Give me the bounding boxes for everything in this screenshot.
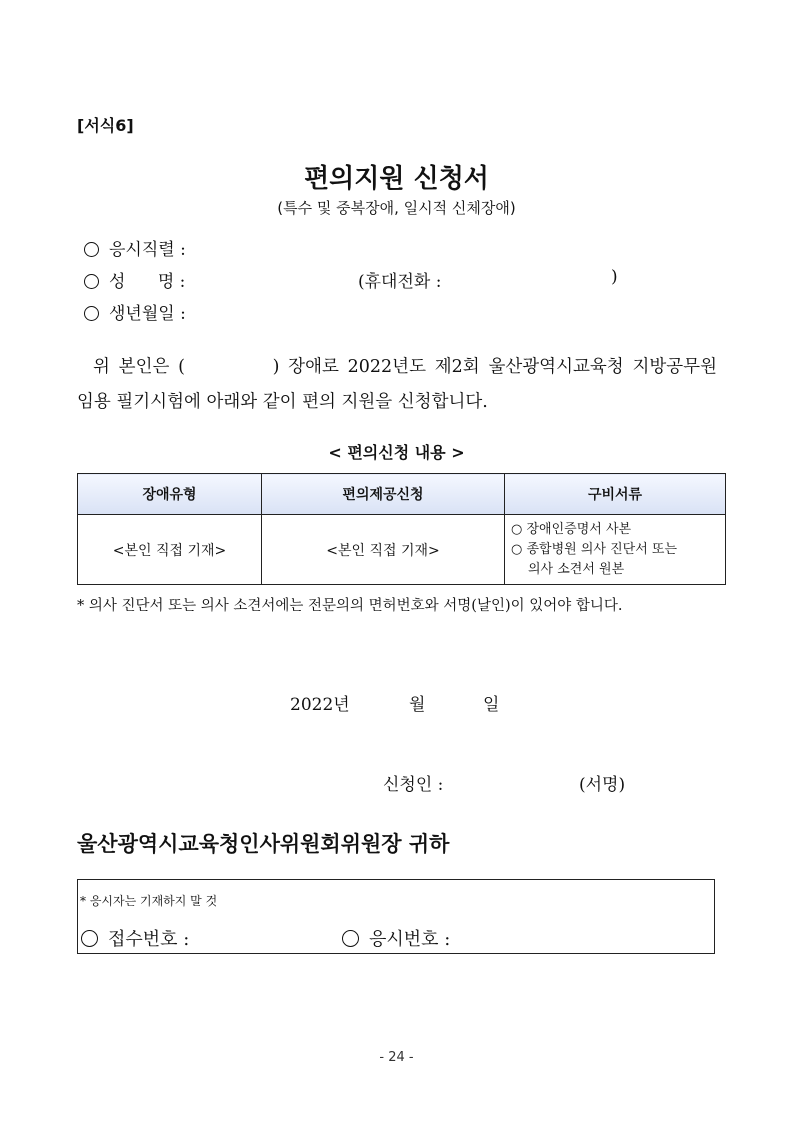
circle-bullet-icon: [84, 306, 99, 321]
cell-disability-type[interactable]: <본인 직접 기재>: [78, 515, 262, 585]
name-label: 성 명 :: [109, 272, 186, 292]
document-item: 의사 소견서 원본: [528, 561, 625, 577]
header-disability-type: 장애유형: [78, 474, 262, 515]
birthdate-label: 생년월일 :: [109, 304, 186, 324]
statement-line-1: 위 본인은 ( ) 장애로 2022년도 제2회 울산광역시교육청 지방공무원: [93, 357, 717, 377]
cell-requested-support[interactable]: <본인 직접 기재>: [262, 515, 505, 585]
exam-position-field[interactable]: [84, 235, 186, 260]
header-documents: 구비서류: [505, 474, 726, 515]
document-item: ○ 장애인증명서 사본: [511, 521, 632, 537]
receipt-number-label: 접수번호 :: [108, 929, 190, 950]
applicant-label: 신청인 :: [383, 775, 444, 795]
receipt-number-field: [81, 925, 189, 951]
exam-number-field: [342, 925, 450, 951]
circle-bullet-icon: [84, 274, 99, 289]
date-year[interactable]: 2022년: [290, 695, 350, 715]
cell-documents: [505, 515, 726, 585]
statement-line-2: 임용 필기시험에 아래와 같이 편의 지원을 신청합니다.: [77, 392, 488, 412]
table-row: [78, 515, 726, 585]
phone-label: (휴대전화 :: [358, 272, 442, 292]
page-number: - 24 -: [379, 1050, 414, 1065]
recipient: 울산광역시교육청인사위원회위원장 귀하: [77, 832, 450, 856]
phone-close-paren: ): [611, 267, 618, 287]
table-header-row: [78, 474, 726, 515]
document-subtitle: (특수 및 중복장애, 일시적 신체장애): [277, 199, 516, 217]
exam-number-label: 응시번호 :: [369, 929, 451, 950]
document-item: ○ 종합병원 의사 진단서 또는: [511, 541, 678, 557]
name-field[interactable]: [84, 267, 185, 292]
header-requested-support: 편의제공신청: [262, 474, 505, 515]
table-heading: < 편의신청 내용 >: [328, 443, 465, 462]
footnote: * 의사 진단서 또는 의사 소견서에는 전문의의 면허번호와 서명(날인)이 있어야 합니다.: [77, 598, 623, 614]
circle-bullet-icon: [81, 930, 98, 947]
signature-label[interactable]: (서명): [579, 775, 626, 795]
birthdate-field[interactable]: [84, 299, 186, 324]
form-label: [서식6]: [77, 116, 134, 135]
request-table: [77, 473, 726, 585]
office-use-note: * 응시자는 기재하지 말 것: [80, 894, 218, 908]
exam-position-label: 응시직렬 :: [109, 240, 186, 260]
circle-bullet-icon: [84, 242, 99, 257]
circle-bullet-icon: [342, 930, 359, 947]
document-title: 편의지원 신청서: [304, 164, 489, 194]
date-day[interactable]: 일: [483, 695, 500, 715]
date-month[interactable]: 월: [409, 695, 426, 715]
